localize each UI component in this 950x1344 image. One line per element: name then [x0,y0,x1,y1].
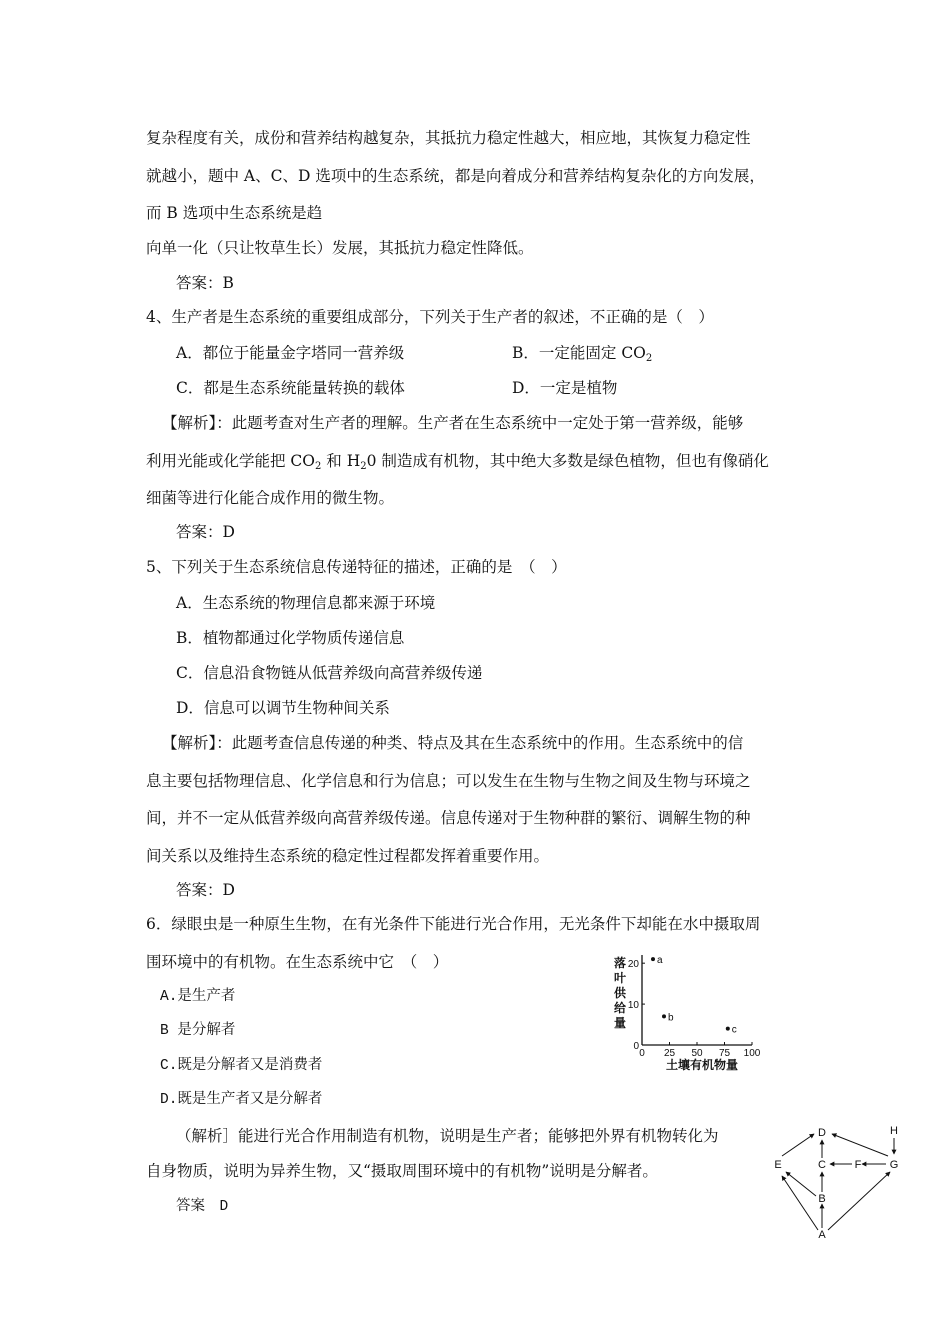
explanation-q5: 【解析】：此题考查信息传递的种类、特点及其在生态系统中的作用。生态系统中的信 [162,734,744,752]
x-tick-label: 50 [691,1048,703,1059]
y-axis-label-char: 给 [613,1001,627,1015]
q5-option-b: B．植物都通过化学物质传递信息 [176,629,405,647]
node-f: F [854,1159,862,1171]
q4-option-d: D．一定是植物 [512,379,618,397]
text-line: 间关系以及维持生态系统的稳定性过程都发挥着重要作用。 [146,847,550,865]
q5-option-d: D．信息可以调节生物种间关系 [176,699,390,717]
text-line: 向单一化（只让牧草生长）发展，其抵抗力稳定性降低。 [146,239,534,257]
text-line: 就越小，题中 A、C、D 选项中的生态系统，都是向着成分和营养结构复杂化的方向发展， [146,167,765,185]
food-web-arrows [782,1134,894,1230]
text-line: 间，并不一定从低营养级向高营养级传递。信息传递对于生物种群的繁衍、调解生物的种 [146,809,751,827]
question-4: 4、生产者是生态系统的重要组成部分，下列关于生产者的叙述，不正确的是（ ） [146,308,714,326]
answer-q5: 答案：D [176,881,235,899]
y-tick-label: 20 [627,959,639,971]
q6-option-d: D.既是生产者又是分解者 [160,1092,323,1108]
node-h: H [890,1125,898,1137]
text-line: 自身物质，说明为异养生物，又“摄取周围环境中的有机物”说明是分解者。 [146,1162,658,1180]
text-line: 复杂程度有关，成份和营养结构越复杂，其抵抗力稳定性越大，相应地，其恢复力稳定性 [146,129,751,147]
q5-option-a: A．生态系统的物理信息都来源于环境 [176,594,436,612]
food-web-diagram [766,1120,916,1240]
answer-q4: 答案：D [176,523,235,541]
text-line: 细菌等进行化能合成作用的微生物。 [146,489,395,507]
explanation-q4: 【解析】：此题考查对生产者的理解。生产者在生态系统中一定处于第一营养级，能够 [162,414,744,432]
data-point [726,1027,730,1031]
explanation-q6: （解析］能进行光合作用制造有机物，说明是生产者；能够把外界有机物转化为 [176,1127,719,1145]
answer-q6: 答案 D [176,1199,229,1215]
node-c: C [818,1159,826,1171]
node-g: G [889,1159,899,1171]
data-point-label: b [668,1012,674,1024]
data-point [662,1014,666,1018]
answer-q3: 答案：B [176,274,234,292]
y-axis-label-char: 量 [613,1016,627,1030]
q4-option-c: C．都是生态系统能量转换的载体 [176,379,405,397]
q6-option-b: B 是分解者 [160,1023,236,1039]
q4-options-row-2 [176,378,776,398]
x-tick-label: 25 [663,1048,676,1059]
data-point-label: c [731,1024,737,1036]
node-a: A [818,1229,826,1240]
data-point-label: a [657,955,663,967]
q4-options-row-1 [176,343,776,363]
text-line: 围环境中的有机物。在生态系统中它 （ ） [146,953,449,971]
node-e: E [774,1159,782,1171]
q4-option-a: A．都位于能量金字塔同一营养级 [176,344,405,362]
q6-option-c: C.既是分解者又是消费者 [160,1058,323,1074]
text-line: 息主要包括物理信息、化学信息和行为信息；可以发生在生物与生物之间及生物与环境之 [146,772,751,790]
y-tick-label: 0 [633,1041,639,1052]
node-d: D [818,1127,826,1139]
data-point [651,957,655,961]
y-tick-label: 10 [627,1000,639,1012]
scatter-chart [612,945,772,1075]
q6-option-a: A.是生产者 [160,989,236,1005]
x-tick-label: 100 [743,1048,761,1059]
x-axis-label: 土壤有机物量 [665,1058,739,1072]
x-tick-label: 0 [639,1048,645,1059]
question-5: 5、下列关于生态系统信息传递特征的描述，正确的是 （ ） [146,558,567,576]
y-axis-label-char: 叶 [613,971,627,985]
x-tick-label: 75 [718,1048,731,1059]
q4-option-b: B．一定能固定 $CO_2$ [512,344,653,364]
q5-option-c: C．信息沿食物链从低营养级向高营养级传递 [176,664,483,682]
node-b: B [818,1193,826,1205]
y-axis-label [614,955,627,1030]
y-axis-label-char: 供 [613,986,627,1000]
question-6: 6．绿眼虫是一种原生生物，在有光条件下能进行光合作用，无光条件下却能在水中摄取周 [146,915,761,933]
y-axis-label-char: 落 [613,956,627,970]
text-line: 而 B 选项中生态系统是趋 [146,204,323,222]
text-line: 利用光能或化学能把 $CO_2$ 和 $H_20$ 制造成有机物，其中绝大多数是绿色植物，但也有像硝化 [146,452,769,472]
